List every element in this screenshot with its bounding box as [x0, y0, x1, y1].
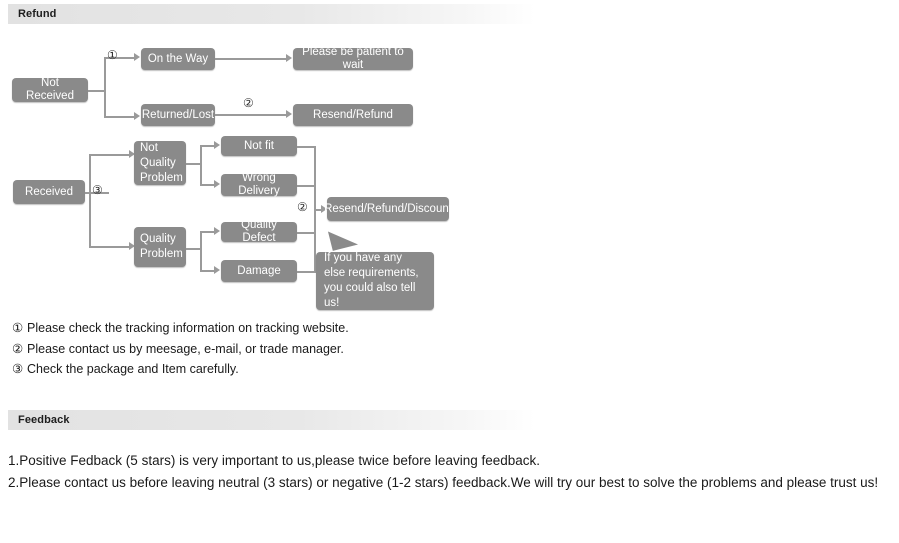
- node-wrong-delivery: Wrong Delivery: [221, 174, 297, 196]
- feedback-body: [8, 450, 890, 494]
- section-title-feedback: Feedback: [18, 414, 70, 426]
- node-received: Received: [13, 180, 85, 204]
- node-on-the-way: On the Way: [141, 48, 215, 70]
- node-not-quality-problem: Not Quality Problem: [134, 141, 186, 185]
- connector-line: [200, 145, 202, 185]
- node-resend-refund-discount: Resend/Refund/Discount: [327, 197, 449, 221]
- node-resend-refund: Resend/Refund: [293, 104, 413, 126]
- section-header-feedback: [8, 410, 535, 430]
- refund-notes-list: [12, 318, 532, 380]
- arrow-head: [214, 180, 220, 188]
- note-marker: ①: [12, 321, 24, 335]
- node-returned-lost: Returned/Lost: [141, 104, 215, 126]
- list-item: [12, 359, 532, 380]
- note-text: Please contact us by meesage, e-mail, or trade manager.: [27, 341, 344, 356]
- note-text: Please check the tracking information on tracking website.: [27, 321, 349, 335]
- callout-extra-requirements: If you have any else requirements, you could also tell us!: [316, 252, 434, 310]
- connector-line: [89, 246, 131, 248]
- connector-line: [88, 90, 104, 92]
- arrow-head: [134, 112, 140, 120]
- marker-two-a: ②: [243, 96, 254, 110]
- node-please-be-patient: Please be patient to wait: [293, 48, 413, 70]
- section-title-refund: Refund: [18, 8, 57, 20]
- callout-tail: [328, 225, 358, 251]
- node-not-fit: Not fit: [221, 136, 297, 156]
- connector-line: [215, 58, 289, 60]
- list-item: [12, 318, 532, 339]
- connector-line: [215, 114, 289, 116]
- connector-line: [104, 116, 136, 118]
- refund-flow-diagram: [0, 30, 560, 320]
- node-damage: Damage: [221, 260, 297, 282]
- node-quality-problem: Quality Problem: [134, 227, 186, 267]
- feedback-line-2: 2.Please contact us before leaving neutral (3 stars) or negative (1-2 stars) feedback.We will try our best to solve the problems and please trust us!: [8, 475, 879, 490]
- feedback-line-1: 1.Positive Fedback (5 stars) is very important to us,please twice before leaving feedback.: [8, 453, 541, 468]
- marker-two-b: ②: [297, 200, 308, 214]
- connector-line: [186, 248, 200, 250]
- connector-line: [200, 231, 202, 271]
- section-header-refund: [8, 4, 535, 24]
- list-item: [12, 339, 532, 360]
- note-text: Check the package and Item carefully.: [27, 362, 239, 376]
- arrow-head: [214, 141, 220, 149]
- marker-one: ①: [107, 48, 118, 62]
- arrow-head: [214, 266, 220, 274]
- arrow-head: [134, 53, 140, 61]
- node-quality-defect: Quality Defect: [221, 222, 297, 242]
- arrow-head: [286, 110, 292, 118]
- connector-line: [104, 57, 106, 117]
- arrow-head: [286, 54, 292, 62]
- node-not-received: Not Received: [12, 78, 88, 102]
- connector-line: [89, 154, 91, 246]
- connector-line: [89, 154, 131, 156]
- note-marker: ③: [12, 362, 24, 376]
- note-marker: ②: [12, 341, 24, 356]
- connector-line: [186, 163, 200, 165]
- marker-three: ③: [92, 183, 103, 197]
- arrow-head: [214, 227, 220, 235]
